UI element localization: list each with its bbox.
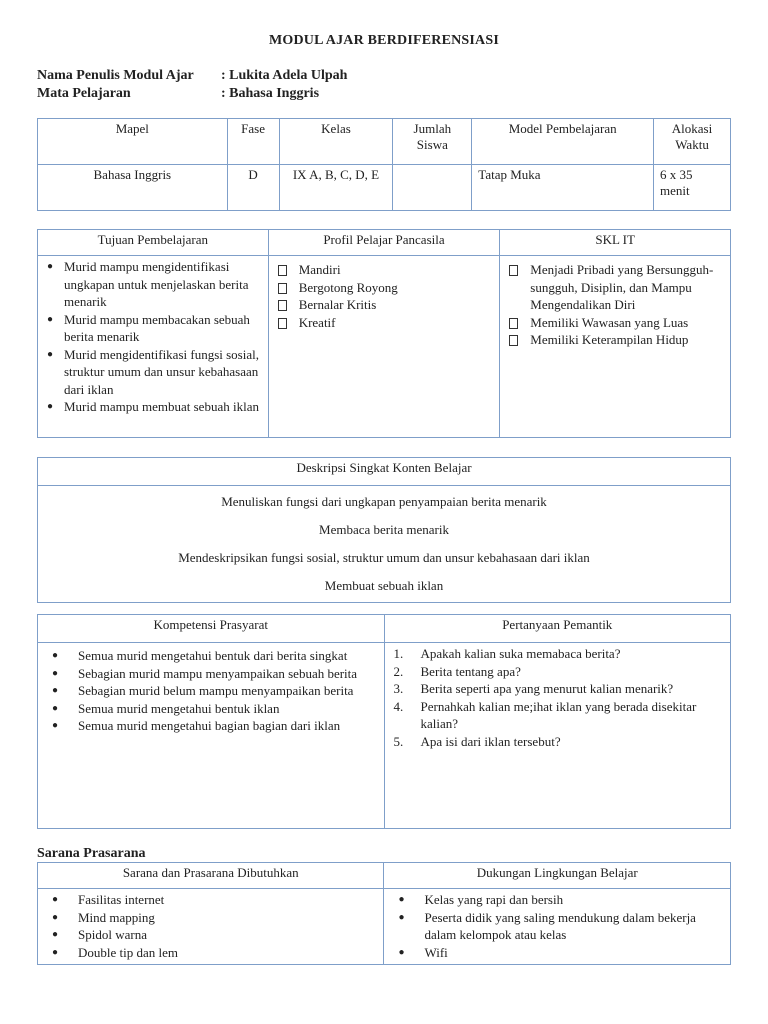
deskripsi-item: Membuat sebuah iklan bbox=[324, 578, 444, 593]
list-item: ● Kelas yang rapi dan bersih bbox=[390, 891, 724, 909]
goals-table bbox=[37, 229, 731, 438]
list-item bbox=[275, 314, 494, 332]
cell-alokasi-waktu: 6 x 35 menit bbox=[654, 165, 731, 211]
list-number: 1. bbox=[393, 646, 404, 661]
list-item: ● Sebagian murid belum mampu menyampaikan berita bbox=[44, 682, 378, 700]
dukungan-cell bbox=[384, 889, 731, 965]
list-item-label: Apakah kalian suka memabaca berita? bbox=[420, 646, 621, 661]
header-fase: Fase bbox=[227, 119, 279, 165]
document-title: MODUL AJAR BERDIFERENSIASI bbox=[268, 33, 500, 48]
list-item: ● Peserta didik yang saling mendukung dalam bekerja dalam kelompok atau kelas bbox=[390, 909, 724, 944]
list-item bbox=[391, 698, 724, 733]
dibutuhkan-cell bbox=[38, 889, 384, 965]
header-kelas: Kelas bbox=[279, 119, 393, 165]
skl-cell bbox=[500, 256, 731, 438]
header-profil: Profil Pelajar Pancasila bbox=[268, 230, 500, 256]
list-item-label: Berita seperti apa yang menurut kalian menarik? bbox=[420, 681, 674, 696]
profil-cell bbox=[268, 256, 500, 438]
list-item-label: Bernalar Kritis bbox=[298, 297, 377, 312]
list-item: ● Murid mengidentifikasi fungsi sosial, struktur umum dan unsur kebahasaan dari iklan bbox=[44, 346, 262, 399]
meta-author bbox=[37, 68, 347, 84]
list-number: 2. bbox=[393, 663, 404, 679]
list-item: ● Semua murid mengetahui bagian bagian dari iklan bbox=[44, 717, 378, 735]
list-item bbox=[391, 663, 724, 681]
list-item: ● Spidol warna bbox=[44, 926, 377, 944]
header-sarana-dibutuhkan: Sarana dan Prasarana Dibutuhkan bbox=[38, 863, 384, 889]
deskripsi-item: Mendeskripsikan fungsi sosial, struktur umum dan unsur kebahasaan dari iklan bbox=[178, 550, 590, 565]
header-skl: SKL IT bbox=[500, 230, 731, 256]
meta-subject-value: : Bahasa Inggris bbox=[221, 86, 320, 101]
sarana-table bbox=[37, 862, 731, 965]
cell-model-pembelajaran: Tatap Muka bbox=[472, 165, 654, 211]
list-number: 5. bbox=[393, 733, 404, 749]
list-item-label: Bergotong Royong bbox=[298, 279, 398, 295]
header-alokasi-waktu: Alokasi Waktu bbox=[654, 119, 731, 165]
list-item bbox=[506, 314, 724, 332]
list-item: ● Murid mampu membacakan sebuah berita menarik bbox=[44, 311, 262, 346]
info-table bbox=[37, 118, 731, 211]
list-number: 3. bbox=[393, 681, 404, 696]
cell-kelas: IX A, B, C, D, E bbox=[279, 165, 393, 211]
list-item: ● Semua murid mengetahui bentuk iklan bbox=[44, 700, 378, 718]
list-item-label: Apa isi dari iklan tersebut? bbox=[420, 733, 561, 749]
checkbox-icon bbox=[278, 300, 287, 311]
list-item: ● Mind mapping bbox=[44, 909, 377, 927]
header-pertanyaan-pemantik: Pertanyaan Pemantik bbox=[384, 615, 730, 643]
list-item bbox=[275, 261, 494, 279]
list-item bbox=[391, 645, 724, 663]
header-model-pembelajaran: Model Pembelajaran bbox=[472, 119, 654, 165]
list-item-label: Memiliki Keterampilan Hidup bbox=[530, 332, 689, 347]
list-item bbox=[275, 296, 494, 314]
checkbox-icon bbox=[509, 318, 518, 329]
list-item: ● Semua murid mengetahui bentuk dari berita singkat bbox=[44, 647, 378, 665]
list-item: ● Wifi bbox=[390, 944, 724, 962]
deskripsi-item: Membaca berita menarik bbox=[319, 522, 449, 537]
checkbox-icon bbox=[509, 335, 518, 346]
list-item bbox=[391, 680, 724, 698]
meta-author-key: Nama Penulis Modul Ajar bbox=[37, 68, 194, 83]
deskripsi-table bbox=[37, 457, 731, 603]
list-item-label: Kreatif bbox=[298, 314, 336, 330]
header-kompetensi-prasyarat: Kompetensi Prasyarat bbox=[38, 615, 385, 643]
checkbox-icon bbox=[278, 318, 287, 329]
list-item: ● Murid mampu membuat sebuah iklan bbox=[44, 398, 262, 416]
deskripsi-item: Menuliskan fungsi dari ungkapan penyampaian berita menarik bbox=[221, 494, 547, 509]
header-jumlah-siswa: Jumlah Siswa bbox=[393, 119, 472, 165]
list-item-label: Pernahkah kalian me;ihat iklan yang berada disekitar kalian? bbox=[420, 698, 697, 731]
list-item bbox=[506, 261, 724, 314]
pemantik-cell bbox=[384, 643, 730, 829]
header-deskripsi: Deskripsi Singkat Konten Belajar bbox=[38, 458, 731, 486]
checkbox-icon bbox=[278, 283, 287, 294]
list-number: 4. bbox=[393, 698, 404, 714]
checkbox-icon bbox=[278, 265, 287, 276]
header-mapel: Mapel bbox=[38, 119, 228, 165]
list-item: ● Sebagian murid mampu menyampaikan sebuah berita bbox=[44, 665, 378, 683]
prasyarat-cell bbox=[38, 643, 385, 829]
sarana-section-label: Sarana Prasarana bbox=[37, 846, 146, 861]
list-item bbox=[275, 279, 494, 297]
list-item-label: Menjadi Pribadi yang Bersungguh-sungguh, Disiplin, dan Mampu Mengendalikan Diri bbox=[530, 262, 714, 312]
list-item-label: Memiliki Wawasan yang Luas bbox=[530, 314, 689, 330]
meta-author-value: : Lukita Adela Ulpah bbox=[221, 68, 348, 83]
list-item: ● Fasilitas internet bbox=[44, 891, 377, 909]
list-item: ● Double tip dan lem bbox=[44, 944, 377, 962]
cell-mapel: Bahasa Inggris bbox=[38, 165, 228, 211]
cell-fase: D bbox=[227, 165, 279, 211]
meta-subject bbox=[37, 86, 319, 102]
list-item bbox=[391, 733, 724, 751]
list-item bbox=[506, 331, 724, 349]
list-item: ● Murid mampu mengidentifikasi ungkapan untuk menjelaskan berita menarik bbox=[44, 258, 262, 311]
deskripsi-cell bbox=[38, 486, 731, 603]
checkbox-icon bbox=[509, 265, 518, 276]
list-item-label: Mandiri bbox=[298, 262, 341, 277]
kompetensi-table bbox=[37, 614, 731, 829]
header-tujuan: Tujuan Pembelajaran bbox=[38, 230, 269, 256]
tujuan-cell bbox=[38, 256, 269, 438]
cell-jumlah-siswa bbox=[393, 165, 472, 211]
header-dukungan-lingkungan: Dukungan Lingkungan Belajar bbox=[384, 863, 731, 889]
list-item-label: Berita tentang apa? bbox=[420, 663, 521, 679]
meta-subject-key: Mata Pelajaran bbox=[37, 86, 131, 101]
